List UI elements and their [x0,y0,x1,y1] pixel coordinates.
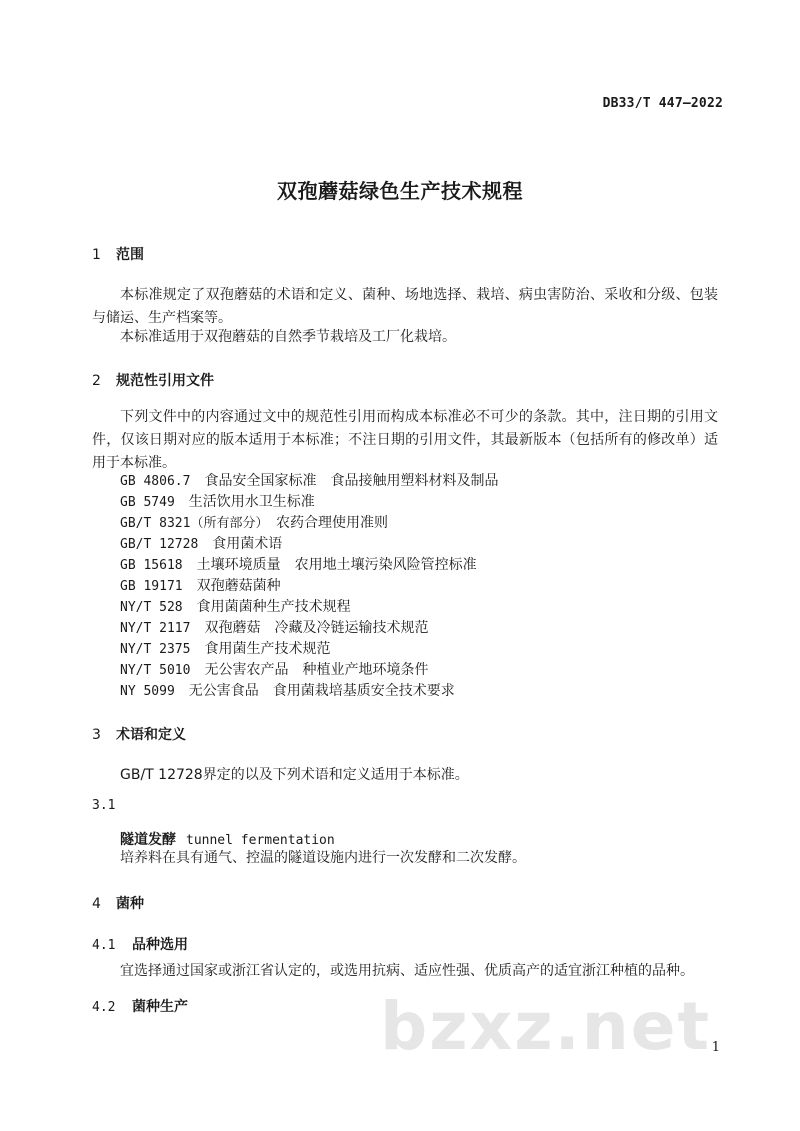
reference-item [120,513,388,534]
reference-item [120,555,477,576]
subsection-number: 4.1 [92,938,116,953]
section-title: 规范性引用文件 [116,373,214,389]
reference-code: GB/T 8321（所有部分） [120,516,262,531]
section-2-paragraph: 下列文件中的内容通过文中的规范性引用而构成本标准必不可少的条款。其中，注日期的引用文件，仅该日期对应的版本适用于本标准；不注日期的引用文件，其最新版本（包括所有的修改单）适用于本标准。 [92,409,718,471]
reference-code: GB 15618 [120,558,183,573]
reference-item [120,492,315,513]
reference-title: 无公害食品 食用菌栽培基质安全技术要求 [188,683,455,699]
reference-code: GB 19171 [120,579,183,594]
reference-title: 生活饮用水卫生标准 [188,494,315,510]
subsection-title: 菌种生产 [132,999,188,1015]
standard-code: DB33/T 447—2022 [602,96,723,111]
section-title: 范围 [116,247,144,263]
reference-code: NY/T 2375 [120,642,191,657]
term-entry [120,829,335,849]
reference-item [120,597,351,618]
section-number: 1 [92,247,101,263]
reference-item [120,618,428,639]
reference-title: 双孢蘑菇菌种 [196,578,281,594]
reference-item [120,660,428,681]
subsection-number: 3.1 [92,798,116,813]
reference-code: NY/T 5010 [120,663,191,678]
reference-code: NY 5099 [120,684,175,699]
reference-title: 食用菌菌种生产技术规程 [196,599,351,615]
subsection-3-1-heading [92,797,132,813]
section-3-paragraph: GB/T 12728界定的以及下列术语和定义适用于本标准。 [120,767,469,783]
term-english: tunnel fermentation [186,833,335,848]
section-1-paragraph-1: 本标准规定了双孢蘑菇的术语和定义、菌种、场地选择、栽培、病虫害防治、采收和分级、包装与储运、生产档案等。 [92,287,718,326]
section-2-heading [92,370,214,390]
reference-item [120,576,281,597]
watermark: bzxz.net [380,988,712,1065]
section-title: 术语和定义 [116,727,186,743]
reference-title: 食用菌生产技术规范 [204,641,331,657]
reference-item [120,681,455,702]
subsection-number: 4.2 [92,1000,116,1015]
reference-title: 双孢蘑菇 冷藏及冷链运输技术规范 [204,620,429,636]
section-title: 菌种 [116,896,144,912]
reference-item [120,534,282,555]
term-chinese: 隧道发酵 [120,832,176,848]
reference-title: 无公害农产品 种植业产地环境条件 [204,662,429,678]
reference-item [120,639,330,660]
section-number: 3 [92,727,101,743]
reference-code: GB 5749 [120,495,175,510]
reference-title: 土壤环境质量 农用地土壤污染风险管控标准 [196,557,477,573]
subsection-4-1-paragraph: 宜选择通过国家或浙江省认定的，或选用抗病、适应性强、优质高产的适宜浙江种植的品种。 [120,963,694,979]
subsection-4-1-heading [92,934,188,954]
reference-title: 农药合理使用准则 [275,515,388,531]
reference-code: GB/T 12728 [120,537,199,552]
reference-code: NY/T 528 [120,600,183,615]
section-1-paragraph-2: 本标准适用于双孢蘑菇的自然季节栽培及工厂化栽培。 [120,329,456,345]
section-1-heading [92,244,144,264]
reference-title: 食用菌术语 [212,536,283,552]
section-3-heading [92,724,186,744]
subsection-4-2-heading [92,996,188,1016]
reference-title: 食品安全国家标准 食品接触用塑料材料及制品 [204,473,499,489]
page-number: 1 [711,1040,720,1055]
section-number: 4 [92,896,101,912]
subsection-title: 品种选用 [132,937,188,953]
term-definition: 培养料在具有通气、控温的隧道设施内进行一次发酵和二次发酵。 [120,850,526,866]
section-4-heading [92,893,144,913]
reference-code: NY/T 2117 [120,621,191,636]
reference-code: GB 4806.7 [120,474,191,489]
section-number: 2 [92,373,101,389]
document-title: 双孢蘑菇绿色生产技术规程 [277,179,523,203]
reference-item [120,471,498,492]
